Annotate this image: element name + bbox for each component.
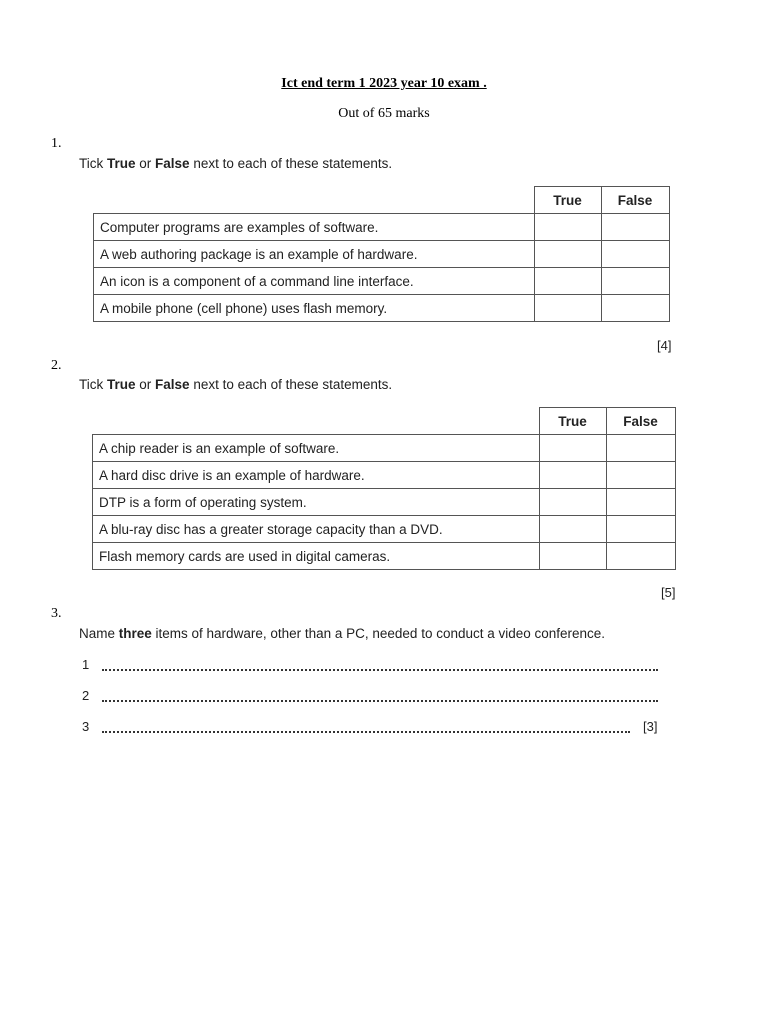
statement-cell: A chip reader is an example of software.	[93, 435, 540, 462]
true-checkbox-cell[interactable]	[534, 268, 601, 295]
true-checkbox-cell[interactable]	[539, 516, 606, 543]
true-checkbox-cell[interactable]	[534, 241, 601, 268]
table-row	[94, 268, 670, 295]
question-1-marks: [4]	[657, 338, 672, 353]
statement-cell: Computer programs are examples of software.	[94, 214, 535, 241]
statement-cell: Flash memory cards are used in digital cameras.	[93, 543, 540, 570]
table-header-row	[94, 187, 670, 214]
question-2-instruction: Tick True or False next to each of these statements.	[79, 377, 393, 392]
column-header-true: True	[534, 187, 601, 214]
false-checkbox-cell[interactable]	[601, 295, 669, 322]
column-header-true: True	[539, 408, 606, 435]
question-2-table	[92, 407, 676, 570]
answer-line-2[interactable]	[102, 700, 658, 702]
answer-row-1	[82, 657, 662, 675]
answer-number: 3	[82, 719, 90, 734]
table-row	[94, 241, 670, 268]
table-row	[93, 462, 676, 489]
table-row	[93, 516, 676, 543]
table-row	[93, 435, 676, 462]
question-1-instruction: Tick True or False next to each of these statements.	[79, 156, 393, 171]
statement-cell: A web authoring package is an example of hardware.	[94, 241, 535, 268]
table-row	[93, 489, 676, 516]
question-1-table	[93, 186, 670, 322]
statement-cell: A blu-ray disc has a greater storage capacity than a DVD.	[93, 516, 540, 543]
true-checkbox-cell[interactable]	[539, 462, 606, 489]
true-checkbox-cell[interactable]	[534, 295, 601, 322]
question-3-number: 3.	[51, 606, 62, 621]
header-blank-cell	[93, 408, 540, 435]
answer-line-1[interactable]	[102, 669, 658, 671]
true-checkbox-cell[interactable]	[539, 489, 606, 516]
exam-title	[0, 76, 768, 92]
question-2-number: 2.	[51, 358, 62, 373]
answer-row-2	[82, 688, 662, 706]
column-header-false: False	[606, 408, 675, 435]
answer-number: 2	[82, 688, 90, 703]
exam-title-text: Ict end term 1 2023 year 10 exam .	[281, 76, 487, 91]
statement-cell: DTP is a form of operating system.	[93, 489, 540, 516]
table-row	[94, 214, 670, 241]
false-checkbox-cell[interactable]	[606, 435, 675, 462]
false-checkbox-cell[interactable]	[601, 214, 669, 241]
answer-number: 1	[82, 657, 90, 672]
question-3-marks: [3]	[643, 719, 658, 734]
false-checkbox-cell[interactable]	[606, 543, 675, 570]
statement-cell: A mobile phone (cell phone) uses flash memory.	[94, 295, 535, 322]
answer-line-3[interactable]	[102, 731, 630, 733]
answer-row-3	[82, 719, 662, 737]
false-checkbox-cell[interactable]	[606, 489, 675, 516]
exam-subtitle: Out of 65 marks	[338, 106, 430, 121]
false-checkbox-cell[interactable]	[601, 241, 669, 268]
question-2-marks: [5]	[661, 585, 676, 600]
question-3-instruction: Name three items of hardware, other than a PC, needed to conduct a video conference.	[79, 626, 606, 641]
table-row	[93, 543, 676, 570]
false-checkbox-cell[interactable]	[601, 268, 669, 295]
false-checkbox-cell[interactable]	[606, 462, 675, 489]
false-checkbox-cell[interactable]	[606, 516, 675, 543]
true-checkbox-cell[interactable]	[539, 435, 606, 462]
question-1-number: 1.	[51, 136, 62, 151]
statement-cell: An icon is a component of a command line interface.	[94, 268, 535, 295]
table-header-row	[93, 408, 676, 435]
table-row	[94, 295, 670, 322]
true-checkbox-cell[interactable]	[534, 214, 601, 241]
statement-cell: A hard disc drive is an example of hardware.	[93, 462, 540, 489]
true-checkbox-cell[interactable]	[539, 543, 606, 570]
column-header-false: False	[601, 187, 669, 214]
header-blank-cell	[94, 187, 535, 214]
